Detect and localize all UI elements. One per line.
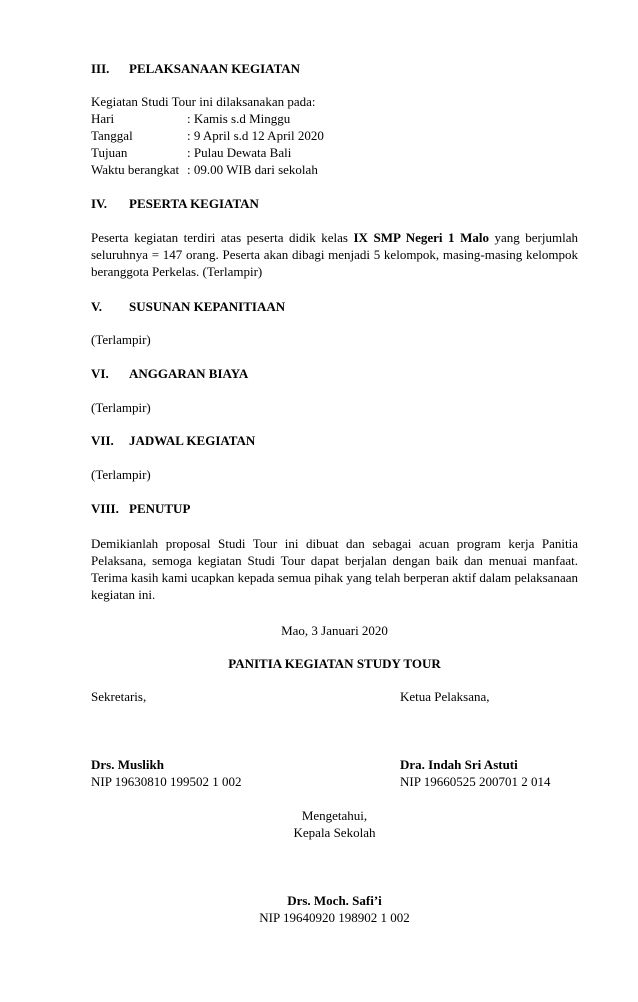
pelaksanaan-intro: Kegiatan Studi Tour ini dilaksanakan pada:	[91, 94, 316, 109]
detail-label: Hari	[91, 111, 115, 126]
peserta-text-post: yang berjumlah seluruhnya = 147 orang. Peserta akan dibagi menjadi 5 kelompok, masing-masing kelompok beranggota Perkelas. (Terlampir)	[91, 230, 578, 279]
section-heading-anggaran	[91, 366, 248, 382]
section-title: JADWAL KEGIATAN	[129, 433, 256, 448]
detail-row-tujuan	[91, 145, 291, 161]
detail-label: Tanggal	[91, 128, 133, 143]
principal-nip: NIP 19640920 198902 1 002	[259, 910, 410, 925]
secretary-nip: NIP 19630810 199502 1 002	[91, 774, 242, 789]
penutup-paragraph: Demikianlah proposal Studi Tour ini dibuat dan sebagai acuan program kerja Panitia Pelaksana, semoga kegiatan Studi Tour dapat berjalan dengan baik dan menuai manfaat. Terima kasih kami ucapkan kepada semua pihak yang telah berperan aktif dalam pelaksanaan kegiatan ini.	[91, 536, 578, 602]
section-number: VIII.	[91, 501, 119, 516]
detail-label: Waktu berangkat	[91, 162, 180, 177]
committee-title: PANITIA KEGIATAN STUDY TOUR	[228, 656, 441, 671]
place-date: Mao, 3 Januari 2020	[281, 623, 388, 638]
jadwal-note: (Terlampir)	[91, 467, 151, 482]
acknowledged-label: Mengetahui,	[301, 808, 368, 823]
section-heading-penutup	[91, 501, 190, 517]
chair-name: Dra. Indah Sri Astuti	[400, 757, 518, 772]
section-title: SUSUNAN KEPANITIAAN	[129, 299, 286, 314]
section-number: VII.	[91, 433, 114, 448]
detail-value: : Kamis s.d Minggu	[187, 111, 291, 126]
secretary-role: Sekretaris,	[91, 689, 147, 704]
secretary-name: Drs. Muslikh	[91, 757, 164, 772]
section-title: PENUTUP	[129, 501, 191, 516]
section-number: V.	[91, 299, 102, 314]
peserta-text-pre: Peserta kegiatan terdiri atas peserta didik kelas	[91, 230, 354, 245]
principal-name: Drs. Moch. Safi’i	[287, 893, 382, 908]
section-heading-peserta	[91, 196, 259, 212]
section-number: VI.	[91, 366, 109, 381]
section-heading-jadwal	[91, 433, 255, 449]
detail-value: : Pulau Dewata Bali	[187, 145, 292, 160]
anggaran-note: (Terlampir)	[91, 400, 151, 415]
detail-row-tanggal	[91, 128, 324, 144]
chair-role: Ketua Pelaksana,	[400, 689, 490, 704]
section-title: PESERTA KEGIATAN	[129, 196, 259, 211]
chair-nip: NIP 19660525 200701 2 014	[400, 774, 551, 789]
section-title: ANGGARAN BIAYA	[129, 366, 249, 381]
kepanitiaan-note: (Terlampir)	[91, 332, 151, 347]
principal-role: Kepala Sekolah	[293, 825, 376, 840]
section-heading-kepanitiaan	[91, 299, 285, 315]
detail-value: : 09.00 WIB dari sekolah	[187, 162, 318, 177]
detail-row-hari	[91, 111, 290, 127]
detail-label: Tujuan	[91, 145, 128, 160]
detail-row-waktu	[91, 162, 318, 178]
peserta-class-name: IX SMP Negeri 1 Malo	[353, 230, 489, 245]
peserta-paragraph	[91, 229, 578, 280]
section-number: III.	[91, 61, 110, 76]
section-title: PELAKSANAAN KEGIATAN	[129, 61, 301, 76]
detail-value: : 9 April s.d 12 April 2020	[187, 128, 324, 143]
section-heading-pelaksanaan	[91, 61, 300, 77]
section-number: IV.	[91, 196, 108, 211]
